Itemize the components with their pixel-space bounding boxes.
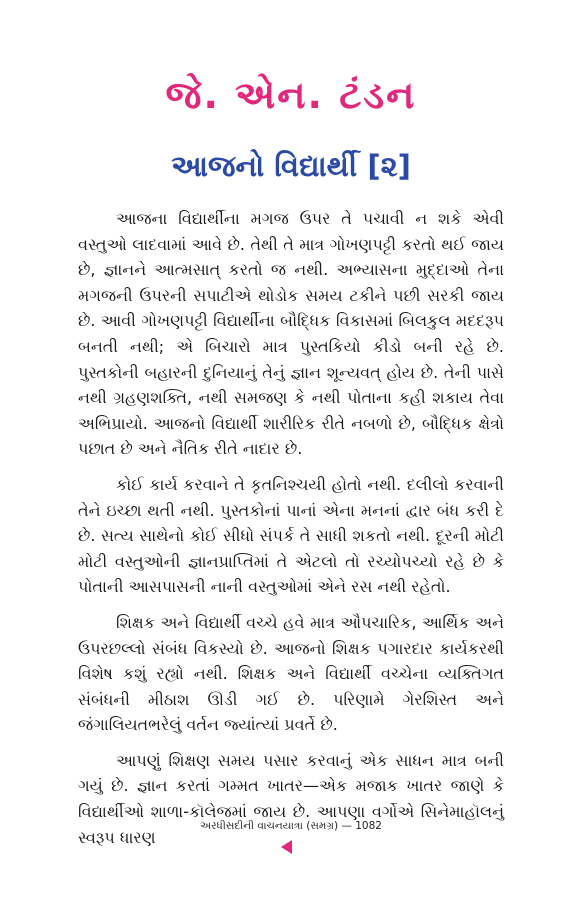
paragraph-1: આજના વિદ્યાર્થીના મગજ ઉપર તે પચાવી ન શકે એવી વસ્તુઓ લાદવામાં આવે છે. તેથી તે માત્ર ગોખણપટ્ટી કરતો થઈ જાય છે, જ્ઞાનને આત્મસાત્‌ કરતો જ નથી. અભ્યાસના મુદ્દાઓ તેના મગજની ઉપરની સપાટીએ થોડોક સમય ટકીને પછી સરકી જાય છે. આવી ગોખણપટ્ટી વિદ્યાર્થીના બૌદ્ધિક વિકાસમાં બિલકુલ મદદરૂપ બનતી નથી; એ બિચારો માત્ર પુસ્તકિયો કીડો બની રહે છે. પુસ્તકોની બહારની દુનિયાનું તેનું જ્ઞાન શૂન્યવત્‌ હોય છે. તેની પાસે નથી ગ્રહણશક્તિ, નથી સમજણ કે નથી પોતાના કહી શકાય તેવા અભિપ્રાયો. આજનો વિદ્યાર્થી શારીરિક રીતે નબળો છે, બૌદ્ધિક ક્ષેત્રો પછાત છે અને નૈતિક રીતે નાદાર છે.: [78, 209, 504, 459]
paragraph-2: કોઈ કાર્ય કરવાને તે કૃતનિશ્ચયી હોતો નથી. દલીલો કરવાની તેને ઇચ્છા થતી નથી. પુસ્તકોનાં પાનાં એના મનનાં દ્વાર બંધ કરી દે છે. સત્ય સાથેનો કોઈ સીધો સંપર્ક તે સાધી શકતો નથી. દૂરની મોટી મોટી વસ્તુઓની જ્ઞાનપ્રાપ્તિમાં તે એટલો તો રચ્યોપચ્યો રહે છે કે પોતાની આસપાસની નાની વસ્તુઓમાં એને રસ નથી રહેતો.: [78, 474, 504, 597]
article-title: આજનો વિદ્યાર્થી [૨]: [171, 149, 411, 183]
paragraph-3: શિક્ષક અને વિદ્યાર્થી વચ્ચે હવે માત્ર ઔપચારિક, આર્થિક અને ઉપરછલ્લો સંબંધ વિકસ્યો છે. આજનો શિક્ષક પગારદાર કાર્યકરથી વિશેષ કશું રહ્યો નથી. શિક્ષક અને વિદ્યાર્થી વચ્ચેના વ્યક્તિગત સંબંધની મીઠાશ ઊડી ગઈ છે. પરિણામે ગેરશિસ્ત અને જંગાલિયતભરેલું વર્તન જ્યાંત્યાં પ્રવર્તે છે.: [78, 612, 504, 735]
article-body: [78, 206, 504, 860]
paragraph-4: આપણું શિક્ષણ સમય પસાર કરવાનું એક સાધન માત્ર બની ગયું છે. જ્ઞાન કરતાં ગમ્મત ખાતર—એક મજાક ખાતર જાણે કે વિદ્યાર્થીઓ શાળા-કૉલેજમાં જાય છે. આપણા વર્ગોએ સિનેમાહૉલનું સ્વરૂપ ધારણ: [78, 750, 504, 847]
author-name: જે. એન. ટંડન: [165, 73, 417, 117]
prev-page-arrow-icon[interactable]: [281, 840, 292, 854]
page-footer: અરધીસદીની વાચનયાત્રા (સમગ્ર) — 1082: [200, 820, 382, 832]
